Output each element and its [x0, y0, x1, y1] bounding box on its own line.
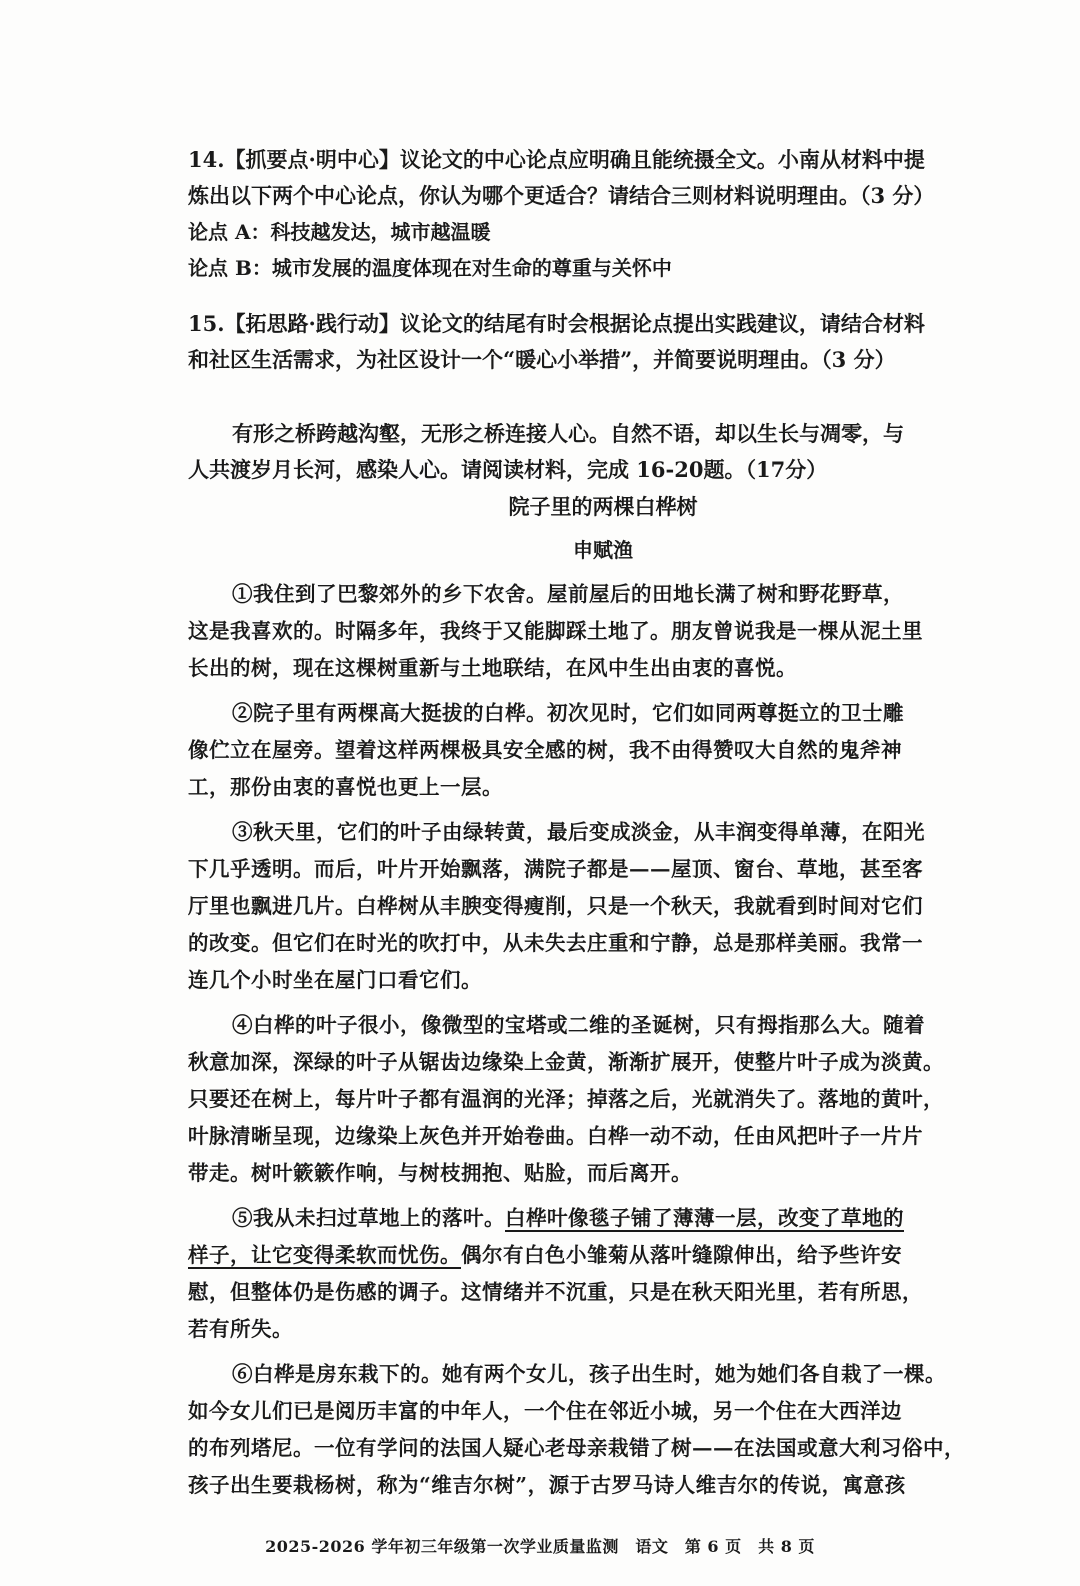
- paragraph-line: 连几个小时坐在屋门口看它们。: [188, 968, 482, 992]
- section-intro: [188, 416, 1018, 488]
- paragraph-line: 像伫立在屋旁。望着这样两棵极具安全感的树，我不由得赞叹大自然的鬼斧神: [188, 738, 902, 762]
- question-15: [188, 306, 1018, 378]
- paragraph-line: 慰，但整体仍是伤感的调子。这情绪并不沉重，只是在秋天阳光里，若有所思，: [188, 1280, 923, 1304]
- paragraph-line: 这是我喜欢的。时隔多年，我终于又能脚踩土地了。朋友曾说我是一棵从泥土里: [188, 619, 923, 643]
- paragraph-line: 孩子出生要栽杨树，称为“维吉尔树”，源于古罗马诗人维吉尔的传说，寓意孩: [188, 1473, 906, 1497]
- underlined-sentence: 样子，让它变得柔软而忧伤。: [188, 1243, 461, 1267]
- paragraph-line: 只要还在树上，每片叶子都有温润的光泽；掉落之后，光就消失了。落地的黄叶，: [188, 1087, 944, 1111]
- paragraph-3: [188, 814, 1018, 999]
- paragraph-line: ④白桦的叶子很小，像微型的宝塔或二维的圣诞树，只有拇指那么大。随着: [232, 1013, 925, 1037]
- paragraph-line: 如今女儿们已是阅历丰富的中年人，一个住在邻近小城，另一个住在大西洋边: [188, 1399, 902, 1423]
- question-14-line-1: 14.【抓要点·明中心】议论文的中心论点应明确且能统摄全文。小南从材料中提: [188, 147, 925, 172]
- paragraph-line: 的改变。但它们在时光的吹打中，从未失去庄重和宁静，总是那样美丽。我常一: [188, 931, 923, 955]
- intro-line-1: 有形之桥跨越沟壑，无形之桥连接人心。自然不语，却以生长与凋零，与: [232, 421, 904, 446]
- paragraph-4: [188, 1007, 1018, 1192]
- paragraph-line: [188, 1200, 1018, 1237]
- paragraph-line: ①我住到了巴黎郊外的乡下农舍。屋前屋后的田地长满了树和野花野草，: [232, 582, 904, 606]
- paragraph-line: 的布列塔尼。一位有学问的法国人疑心老母亲栽错了树——在法国或意大利习俗中，: [188, 1436, 965, 1460]
- paragraph-line: 叶脉清晰呈现，边缘染上灰色并开始卷曲。白桦一动不动，任由风把叶子一片片: [188, 1124, 923, 1148]
- article-title: 院子里的两棵白桦树: [508, 494, 698, 519]
- paragraph-1: [188, 576, 1018, 687]
- question-14: [188, 142, 1018, 286]
- claim-a: 论点 A：科技越发达，城市越温暖: [188, 220, 491, 244]
- paragraph-2: [188, 695, 1018, 806]
- paragraph-line: 秋意加深，深绿的叶子从锯齿边缘染上金黄，渐渐扩展开，使整片叶子成为淡黄。: [188, 1050, 944, 1074]
- paragraph-5: [188, 1200, 1018, 1348]
- paragraph-line: 带走。树叶簌簌作响，与树枝拥抱、贴脸，而后离开。: [188, 1161, 692, 1185]
- intro-line-2: 人共渡岁月长河，感染人心。请阅读材料，完成 16-20题。（17分）: [188, 457, 828, 482]
- claim-b: 论点 B：城市发展的温度体现在对生命的尊重与关怀中: [188, 256, 672, 280]
- paragraph-line: 下几乎透明。而后，叶片开始飘落，满院子都是——屋顶、窗台、草地，甚至客: [188, 857, 923, 881]
- paragraph-line: 长出的树，现在这棵树重新与土地联结，在风中生出由衷的喜悦。: [188, 656, 797, 680]
- paragraph-text: 偶尔有白色小雏菊从落叶缝隙伸出，给予些许安: [461, 1243, 902, 1267]
- question-15-line-2: 和社区生活需求，为社区设计一个“暖心小举措”，并简要说明理由。（3 分）: [188, 347, 896, 372]
- paragraph-line: ⑥白桦是房东栽下的。她有两个女儿，孩子出生时，她为她们各自栽了一棵。: [232, 1362, 946, 1386]
- paragraph-line: [188, 1237, 1018, 1274]
- underlined-sentence: 白桦叶像毯子铺了薄薄一层，改变了草地的: [505, 1206, 904, 1230]
- paragraph-text: ⑤我从未扫过草地上的落叶。: [232, 1206, 505, 1230]
- article-body: [188, 576, 1018, 1512]
- paragraph-line: ③秋天里，它们的叶子由绿转黄，最后变成淡金，从丰润变得单薄，在阳光: [232, 820, 925, 844]
- paragraph-line: 厅里也飘进几片。白桦树从丰腴变得瘦削，只是一个秋天，我就看到时间对它们: [188, 894, 923, 918]
- paragraph-line: 若有所失。: [188, 1317, 293, 1341]
- paragraph-line: 工，那份由衷的喜悦也更上一层。: [188, 775, 503, 799]
- article-author: 申赋渔: [573, 538, 633, 562]
- question-15-line-1: 15.【拓思路·践行动】议论文的结尾有时会根据论点提出实践建议，请结合材料: [188, 311, 925, 336]
- question-14-line-2: 炼出以下两个中心论点，你认为哪个更适合？请结合三则材料说明理由。（3 分）: [188, 183, 935, 208]
- paragraph-line: ②院子里有两棵高大挺拔的白桦。初次见时，它们如同两尊挺立的卫士雕: [232, 701, 904, 725]
- paragraph-6: [188, 1356, 1018, 1504]
- page-footer: 2025-2026 学年初三年级第一次学业质量监测 语文 第 6 页 共 8 页: [265, 1537, 815, 1556]
